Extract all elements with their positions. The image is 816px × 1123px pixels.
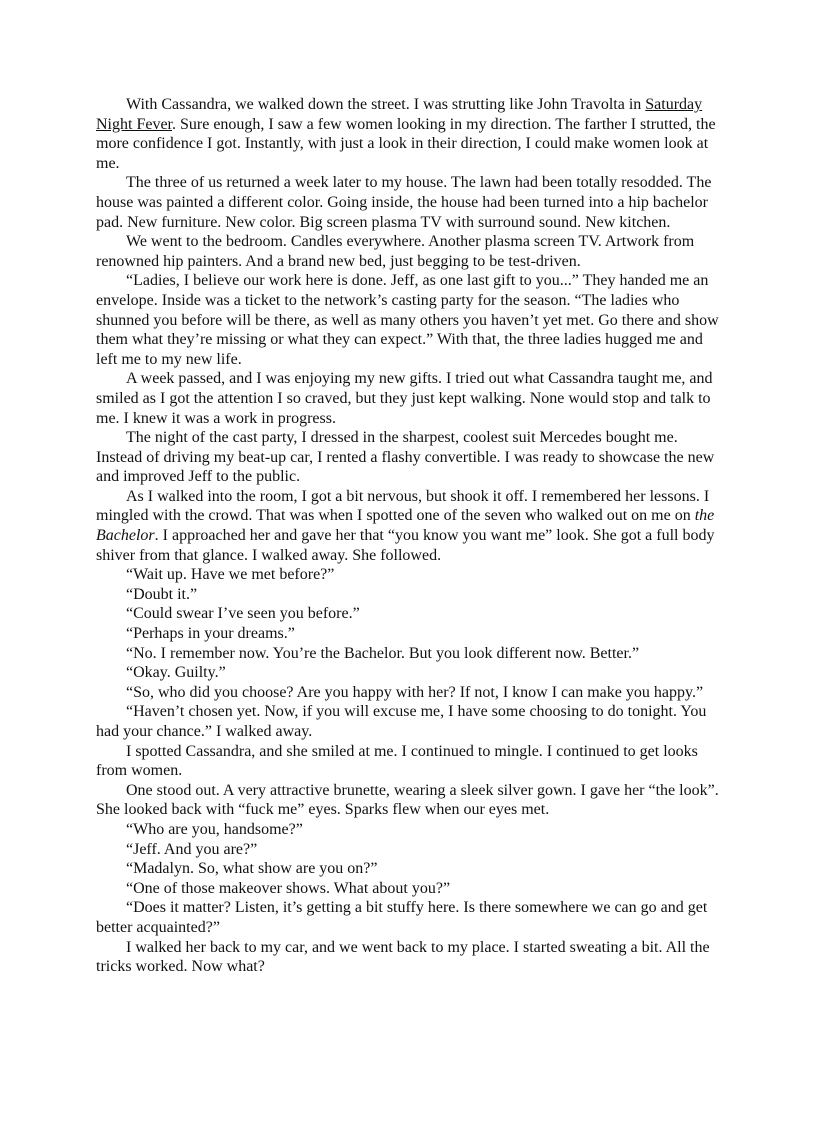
paragraph (96, 840, 720, 860)
text-run: With Cassandra, we walked down the street. I was strutting like John Travolta in (126, 96, 646, 113)
paragraph (96, 702, 720, 741)
text-run: “So, who did you choose? Are you happy with her? If not, I know I can make you happy.” (126, 683, 704, 701)
text-run: . Sure enough, I saw a few women looking in my direction. The farther I strutted, the more confidence I got. Instantly, with just a look in their direction, I could make women look at me. (96, 115, 716, 172)
paragraph (96, 938, 720, 977)
text-run: “Okay. Guilty.” (126, 664, 226, 682)
paragraph (96, 683, 720, 703)
paragraph (96, 369, 720, 428)
paragraph (96, 898, 720, 937)
text-run: . I approached her and gave her that “you know you want me” look. She got a full body shiver from that glance. I walked away. She followed. (96, 527, 715, 564)
paragraph (96, 644, 720, 664)
paragraph (96, 604, 720, 624)
paragraph (96, 232, 720, 271)
text-run: “Doubt it.” (126, 585, 198, 603)
italic-title: the Bachelor (96, 507, 715, 545)
paragraph (96, 879, 720, 899)
paragraph (96, 271, 720, 369)
paragraph (96, 742, 720, 781)
paragraph (96, 859, 720, 879)
document-page (96, 95, 720, 977)
text-run: “One of those makeover shows. What about you?” (126, 879, 451, 897)
text-run: “Haven’t chosen yet. Now, if you will excuse me, I have some choosing to do tonight. You had your chance.” I walked away. (96, 703, 707, 740)
text-run: I walked her back to my car, and we went back to my place. I started sweating a bit. All the tricks worked. Now what? (96, 938, 710, 976)
text-run: I spotted Cassandra, and she smiled at me. I continued to mingle. I continued to get looks from women. (96, 742, 698, 780)
text-run: “Madalyn. So, what show are you on?” (126, 860, 378, 878)
text-run: “Ladies, I believe our work here is done. Jeff, as one last gift to you...” They handed me an envelope. Inside was a ticket to the network’s casting party for the season. “The ladies who shunned you before will be there, as well as many others you haven’t yet met. Go there and show them what they’re missing or what they can expect.” With that, the three ladies hugged me and left me to my new life. (96, 272, 719, 368)
text-run: “Wait up. Have we met before?” (126, 566, 335, 584)
text-run: The night of the cast party, I dressed in the sharpest, coolest suit Mercedes bought me. Instead of driving my beat-up car, I rented a flashy convertible. I was ready to showcase the new and improved Jeff to the public. (96, 429, 715, 486)
text-run: A week passed, and I was enjoying my new gifts. I tried out what Cassandra taught me, and smiled as I got the attention I so craved, but they just kept walking. None would stop and talk to me. I knew it was a work in progress. (96, 370, 713, 427)
text-run: “Could swear I’ve seen you before.” (126, 605, 360, 623)
text-run: “Who are you, handsome?” (126, 820, 303, 838)
paragraph (96, 624, 720, 644)
text-run: “Perhaps in your dreams.” (126, 625, 295, 643)
paragraph (96, 95, 720, 173)
text-run: As I walked into the room, I got a bit nervous, but shook it off. I remembered her lessons. I mingled with the crowd. That was when I spotted one of the seven who walked out on me on (96, 487, 710, 525)
paragraph (96, 487, 720, 565)
paragraph (96, 428, 720, 487)
paragraph (96, 820, 720, 840)
text-run: “No. I remember now. You’re the Bachelor. But you look different now. Better.” (126, 644, 640, 662)
text-run: The three of us returned a week later to my house. The lawn had been totally resodded. The house was painted a different color. Going inside, the house had been turned into a hip bachelor pad. New furniture. New color. Big screen plasma TV with surround sound. New kitchen. (96, 174, 712, 231)
text-run: We went to the bedroom. Candles everywhere. Another plasma screen TV. Artwork from renowned hip painters. And a brand new bed, just begging to be test-driven. (96, 233, 695, 270)
paragraph (96, 173, 720, 232)
paragraph (96, 585, 720, 605)
paragraph (96, 663, 720, 683)
text-run: “Jeff. And you are?” (126, 840, 258, 858)
underlined-title: Saturday Night Fever (96, 96, 703, 133)
paragraph (96, 565, 720, 585)
paragraph (96, 781, 720, 820)
text-run: “Does it matter? Listen, it’s getting a bit stuffy here. Is there somewhere we can go and get better acquainted?” (96, 899, 708, 936)
text-run: One stood out. A very attractive brunette, wearing a sleek silver gown. I gave her “the look”. She looked back with “fuck me” eyes. Sparks flew when our eyes met. (96, 781, 719, 819)
